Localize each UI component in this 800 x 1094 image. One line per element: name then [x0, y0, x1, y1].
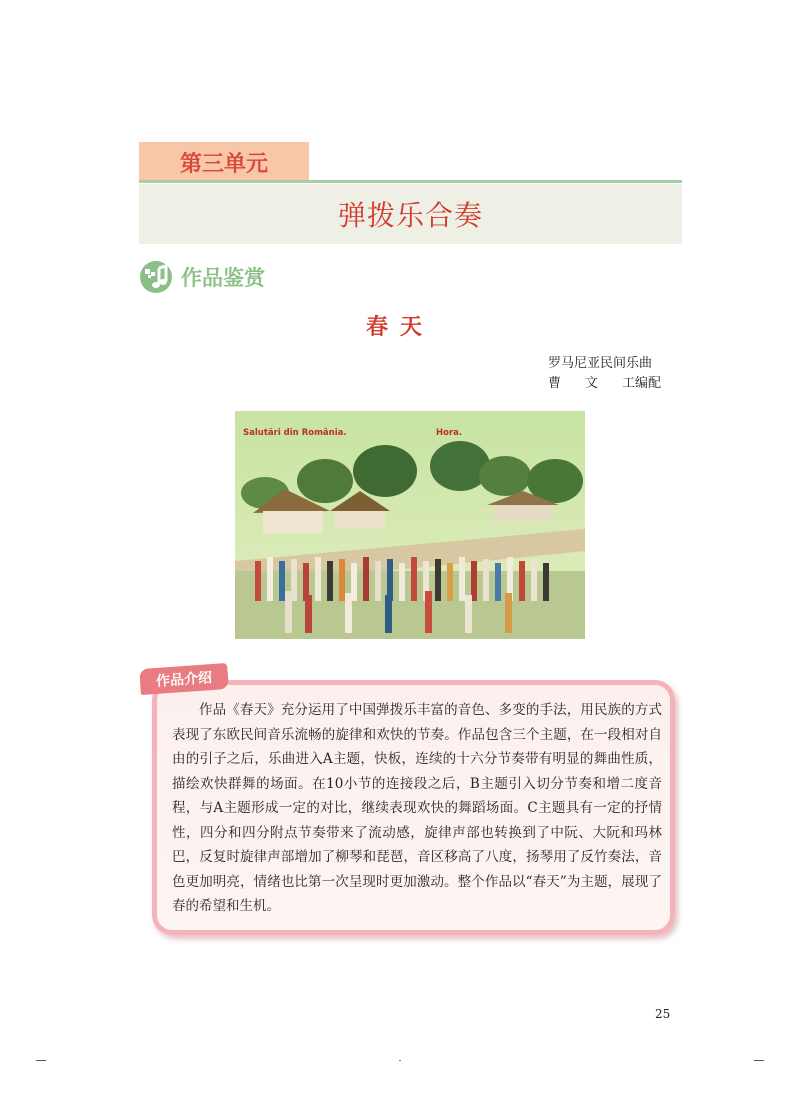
arranger-name-2: 文	[584, 376, 598, 391]
credit-arranger	[548, 374, 661, 394]
postcard-caption-right: Hora.	[436, 428, 463, 438]
section-title: 作品鉴赏	[181, 266, 265, 290]
work-title: 春天	[365, 314, 434, 340]
crop-mark-left	[36, 1060, 46, 1061]
intro-label: 作品介绍	[139, 663, 229, 695]
arranger-name-3: 工编配	[621, 376, 661, 391]
work-credits	[548, 354, 661, 394]
intro-paragraph: 作品《春天》充分运用了中国弹拨乐丰富的音色、多变的手法，用民族的方式表现了东欧民间音乐流畅的旋律和欢快的节奏。作品包含三个主题，在一段相对自由的引子之后，乐曲进入A主题，快板，连续的十六分节奏带有明显的舞曲性质，描绘欢快群舞的场面。在10小节的连接段之后，B主题引入切分节奏和增二度音程，与A主题形成一定的对比，继续表现欢快的舞蹈场面。C主题具有一定的抒情性，四分和四分附点节奏带来了流动感，旋律声部也转换到了中阮、大阮和玛林巴，反复时旋律声部增加了柳琴和琵琶，音区移高了八度，扬琴用了反竹奏法，音色更加明亮，情绪也比第一次呈现时更加激动。整个作品以“春天”为主题，展现了春的希望和生机。	[172, 702, 662, 914]
postcard-caption-left: Salutări din România.	[243, 428, 347, 438]
page-number: 25	[655, 1007, 671, 1021]
music-note-icon	[139, 260, 173, 294]
arranger-name-1: 曹	[548, 376, 562, 391]
unit-label: 第三单元	[139, 142, 309, 182]
unit-title: 弹拨乐合奏	[139, 184, 682, 244]
crop-mark-right	[754, 1060, 764, 1061]
crop-mark-center	[399, 1060, 401, 1061]
section-header	[139, 259, 265, 295]
postcard-photo	[235, 411, 585, 639]
unit-divider	[139, 180, 682, 183]
credit-origin: 罗马尼亚民间乐曲	[548, 356, 653, 371]
